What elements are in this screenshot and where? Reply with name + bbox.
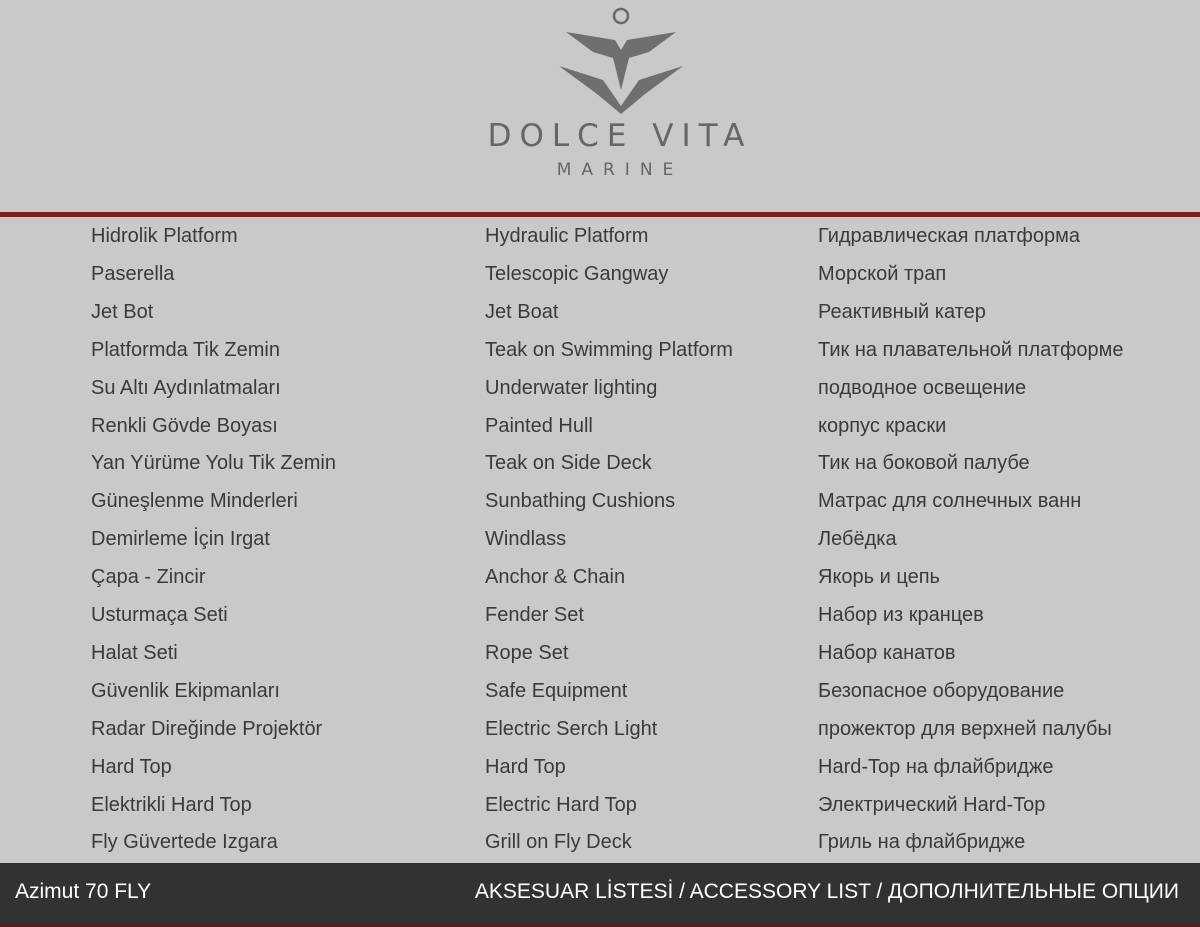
yacht-model: Azimut 70 FLY xyxy=(15,880,152,903)
list-title: AKSESUAR LİSTESİ / ACCESSORY LIST / ДОПОЛНИТЕЛЬНЫЕ ОПЦИИ xyxy=(474,880,1179,903)
item-russian: Электрический Hard-Top xyxy=(818,793,1046,816)
list-item xyxy=(0,407,1200,445)
item-russian: прожектор для верхней палубы xyxy=(818,717,1112,740)
item-turkish: Demirleme İçin Irgat xyxy=(91,528,270,551)
item-english: Hydraulic Platform xyxy=(485,225,649,247)
item-russian: Набор из кранцев xyxy=(818,604,984,626)
item-turkish: Paserella xyxy=(91,262,175,285)
item-russian: Набор канатов xyxy=(818,641,956,664)
item-english: Underwater lighting xyxy=(485,376,658,399)
item-turkish: Renkli Gövde Boyası xyxy=(91,414,278,437)
item-english: Safe Equipment xyxy=(485,679,628,702)
item-turkish: Güvenlik Ekipmanları xyxy=(91,679,280,702)
list-item xyxy=(0,520,1200,558)
item-turkish: Çapa - Zincir xyxy=(91,566,206,589)
item-english: Jet Boat xyxy=(485,300,559,323)
item-english: Teak on Swimming Platform xyxy=(485,338,733,361)
item-english: Electric Serch Light xyxy=(485,717,658,740)
item-english: Windlass xyxy=(485,528,567,551)
item-russian: Лебёдка xyxy=(818,528,897,551)
item-english: Anchor & Chain xyxy=(485,566,626,589)
accessory-list xyxy=(0,217,1200,863)
item-turkish: Radar Direğinde Projektör xyxy=(91,717,323,740)
brand-name: DOLCE VITA xyxy=(487,118,753,154)
item-russian: Гидравлическая платформа xyxy=(818,225,1080,247)
item-english: Rope Set xyxy=(485,641,569,664)
item-russian: Тик на плавательной платформе xyxy=(818,338,1124,361)
item-russian: Hard-Top на флайбридже xyxy=(818,755,1054,778)
item-russian: Реактивный катер xyxy=(818,300,986,323)
list-item xyxy=(0,823,1200,861)
list-item xyxy=(0,255,1200,293)
item-russian: Якорь и цепь xyxy=(818,566,940,589)
list-item xyxy=(0,672,1200,710)
list-item xyxy=(0,558,1200,596)
item-russian: Гриль на флайбридже xyxy=(818,831,1026,854)
page-footer xyxy=(0,863,1200,927)
list-item xyxy=(0,444,1200,482)
list-item xyxy=(0,482,1200,520)
item-turkish: Usturmaça Seti xyxy=(91,604,228,626)
dolce-vita-logo xyxy=(455,6,785,186)
item-english: Telescopic Gangway xyxy=(485,262,669,285)
item-russian: корпус краски xyxy=(818,414,947,437)
item-turkish: Halat Seti xyxy=(91,641,178,664)
list-item xyxy=(0,369,1200,407)
item-turkish: Hard Top xyxy=(91,755,172,778)
item-turkish: Yan Yürüme Yolu Tik Zemin xyxy=(91,452,336,475)
item-turkish: Elektrikli Hard Top xyxy=(91,793,252,816)
page-header xyxy=(0,0,1200,212)
brand-subtitle: MARINE xyxy=(556,160,684,180)
list-item xyxy=(0,217,1200,255)
item-russian: Тик на боковой палубе xyxy=(818,452,1030,475)
item-russian: Безопасное оборудование xyxy=(818,679,1065,702)
item-english: Fender Set xyxy=(485,604,584,626)
list-item xyxy=(0,710,1200,748)
item-turkish: Jet Bot xyxy=(91,300,154,323)
item-turkish: Hidrolik Platform xyxy=(91,225,238,247)
anchor-chevron-logo-icon xyxy=(455,6,785,116)
list-item xyxy=(0,786,1200,824)
list-item xyxy=(0,748,1200,786)
list-item xyxy=(0,596,1200,634)
item-turkish: Su Altı Aydınlatmaları xyxy=(91,376,281,399)
item-turkish: Güneşlenme Minderleri xyxy=(91,490,298,513)
item-english: Hard Top xyxy=(485,755,566,778)
item-russian: подводное освещение xyxy=(818,376,1027,399)
item-english: Teak on Side Deck xyxy=(485,452,652,475)
item-english: Electric Hard Top xyxy=(485,793,637,816)
item-russian: Матрас для солнечных ванн xyxy=(818,490,1082,513)
list-item xyxy=(0,331,1200,369)
list-item xyxy=(0,293,1200,331)
item-turkish: Fly Güvertede Izgara xyxy=(91,831,278,854)
item-turkish: Platformda Tik Zemin xyxy=(91,338,280,361)
item-russian: Морской трап xyxy=(818,262,947,285)
item-english: Sunbathing Cushions xyxy=(485,490,676,513)
list-item xyxy=(0,634,1200,672)
item-english: Grill on Fly Deck xyxy=(485,831,632,854)
item-english: Painted Hull xyxy=(485,414,593,437)
